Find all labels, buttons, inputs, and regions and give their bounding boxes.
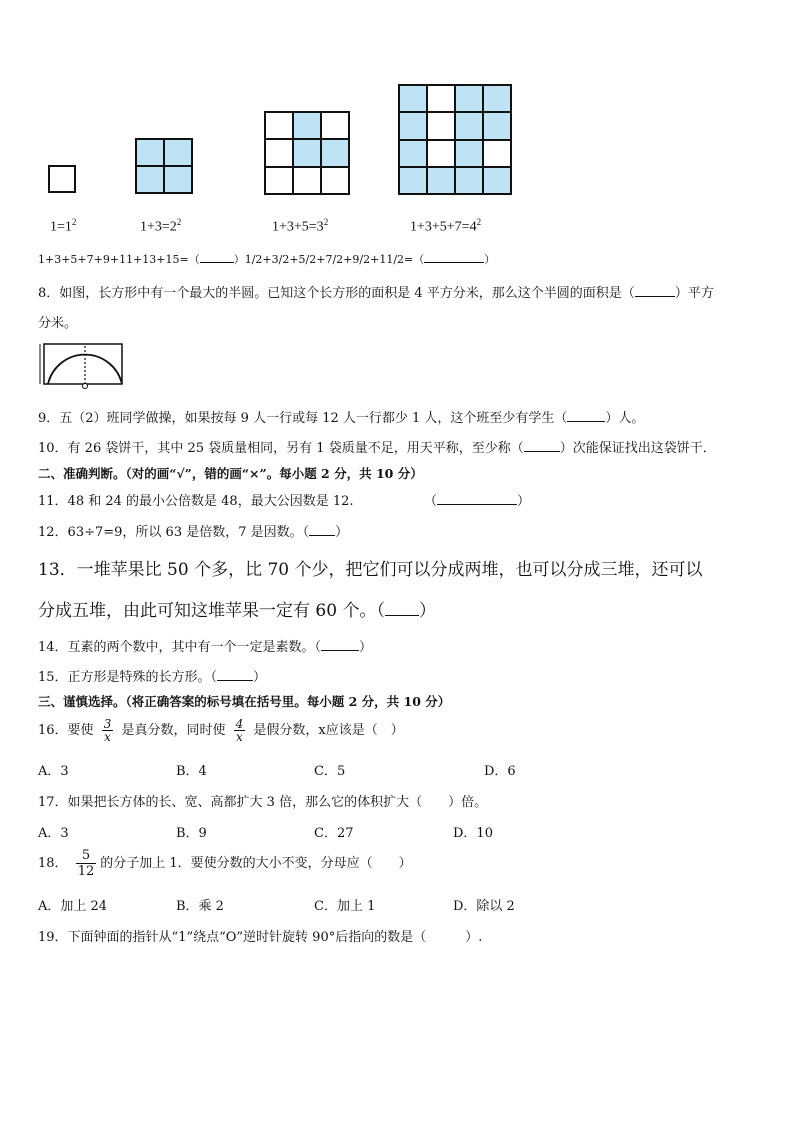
q8-line2: 分米。 — [38, 316, 78, 331]
grid-cell — [427, 140, 455, 167]
grid-cell — [427, 167, 455, 194]
q17-option-c[interactable]: C．27 — [314, 826, 354, 841]
grid-cell — [483, 112, 511, 139]
grid-cell — [164, 166, 192, 193]
grid-cell — [265, 167, 293, 194]
grid-cell — [483, 167, 511, 194]
fraction-4-over-x: $\frac{4}{x}$ — [235, 717, 244, 744]
q18-option-c[interactable]: C．加上 1 — [314, 899, 376, 914]
grid-cell — [399, 112, 427, 139]
grid-cell — [321, 112, 349, 139]
grid-cell — [293, 139, 321, 166]
grid-cell — [399, 167, 427, 194]
q11: 11．48 和 24 的最小公倍数是 48，最大公因数是 12. — [38, 494, 354, 509]
square-figure-3 — [264, 111, 350, 195]
q17: 17．如果把长方体的长、宽、高都扩大 3 倍，那么它的体积扩大（ ）倍。 — [38, 795, 488, 810]
q16-option-b[interactable]: B．4 — [176, 764, 207, 779]
grid-cell — [483, 85, 511, 112]
q18-option-d[interactable]: D．除以 2 — [453, 899, 515, 914]
grid-cell — [455, 112, 483, 139]
grid-cell — [427, 112, 455, 139]
grid-cell — [136, 166, 164, 193]
semicircle-rectangle-figure — [38, 342, 128, 392]
q18: 18． $\frac{5}{12}$ 的分子加上 1．要使分数的大小不变，分母应（ ） — [38, 848, 412, 879]
grid-cell — [293, 167, 321, 194]
q10: 10．有 26 袋饼干，其中 25 袋质量相同，另有 1 袋质量不足，用天平称，至少称（ ）次能保证找出这袋饼干． — [38, 441, 716, 456]
equation-2: $1+3=2^2$ — [140, 217, 182, 235]
square-figure-4 — [398, 84, 512, 195]
q11-answer: （ ） — [424, 494, 531, 509]
section-3-heading: 三、谨慎选择。（将正确答案的标号填在括号里。每小题 2 分，共 10 分） — [38, 694, 451, 709]
q17-option-d[interactable]: D．10 — [453, 826, 493, 841]
grid-cell — [293, 112, 321, 139]
grid-cell — [399, 85, 427, 112]
q16-option-a[interactable]: A．3 — [38, 764, 69, 779]
q16: 16．要使 $\frac{3}{x}$ 是真分数，同时使 $\frac{4}{x}$ 是假分数，x应该是（ ） — [38, 717, 404, 744]
q16-option-c[interactable]: C．5 — [314, 764, 346, 779]
grid-cell — [164, 139, 192, 166]
q8-line1: 8．如图，长方形中有一个最大的半圆。已知这个长方形的面积是 4 平方分米，那么这个半圆的面积是（ ）平方 — [38, 286, 714, 301]
fraction-5-over-12: $\frac{5}{12}$ — [77, 848, 95, 879]
q19: 19．下面钟面的指针从“1”绕点“O”逆时针旋转 90°后指向的数是（ ）. — [38, 930, 483, 945]
grid-cell — [483, 140, 511, 167]
q15: 15．正方形是特殊的长方形。（ ） — [38, 670, 267, 685]
grid-cell — [399, 140, 427, 167]
grid-cell — [321, 167, 349, 194]
grid-cell — [455, 140, 483, 167]
q13-line2: 分成五堆，由此可知这堆苹果一定有 60 个。（ ） — [38, 601, 436, 621]
grid-cell — [427, 85, 455, 112]
q17-option-b[interactable]: B．9 — [176, 826, 207, 841]
q17-option-a[interactable]: A．3 — [38, 826, 69, 841]
square-figure-1 — [48, 165, 76, 193]
equation-4: $1+3+5+7=4^2$ — [410, 217, 482, 235]
grid-cell — [49, 166, 75, 192]
q14: 14．互素的两个数中，其中有一个一定是素数。（ ） — [38, 640, 373, 655]
q18-option-b[interactable]: B．乘 2 — [176, 899, 224, 914]
equation-1: $1=1^2$ — [50, 217, 77, 235]
grid-cell — [455, 167, 483, 194]
grid-cell — [321, 139, 349, 166]
grid-cell — [455, 85, 483, 112]
q16-option-d[interactable]: D．6 — [484, 764, 516, 779]
square-figure-2 — [135, 138, 193, 194]
q18-option-a[interactable]: A．加上 24 — [38, 899, 108, 914]
fraction-3-over-x: $\frac{3}{x}$ — [103, 717, 112, 744]
q9: 9．五（2）班同学做操，如果按每 9 人一行或每 12 人一行都少 1 人，这个班至少有学生（ ）人。 — [38, 411, 645, 426]
section-2-heading: 二、准确判断。（对的画“√”，错的画“×”。每小题 2 分，共 10 分） — [38, 466, 423, 481]
equation-3: $1+3+5=3^2$ — [272, 217, 329, 235]
grid-cell — [265, 139, 293, 166]
grid-cell — [136, 139, 164, 166]
q12: 12．63÷7=9，所以 63 是倍数，7 是因数。（ ） — [38, 525, 349, 540]
grid-cell — [265, 112, 293, 139]
q13-line1: 13．一堆苹果比 50 个多，比 70 个少，把它们可以分成两堆，也可以分成三堆，还可以 — [38, 560, 703, 580]
sum-questions-line: 1+3+5+7+9+11+13+15=（ ）1/2+3/2+5/2+7/2+9/2+11/2=（ ） — [38, 250, 495, 267]
